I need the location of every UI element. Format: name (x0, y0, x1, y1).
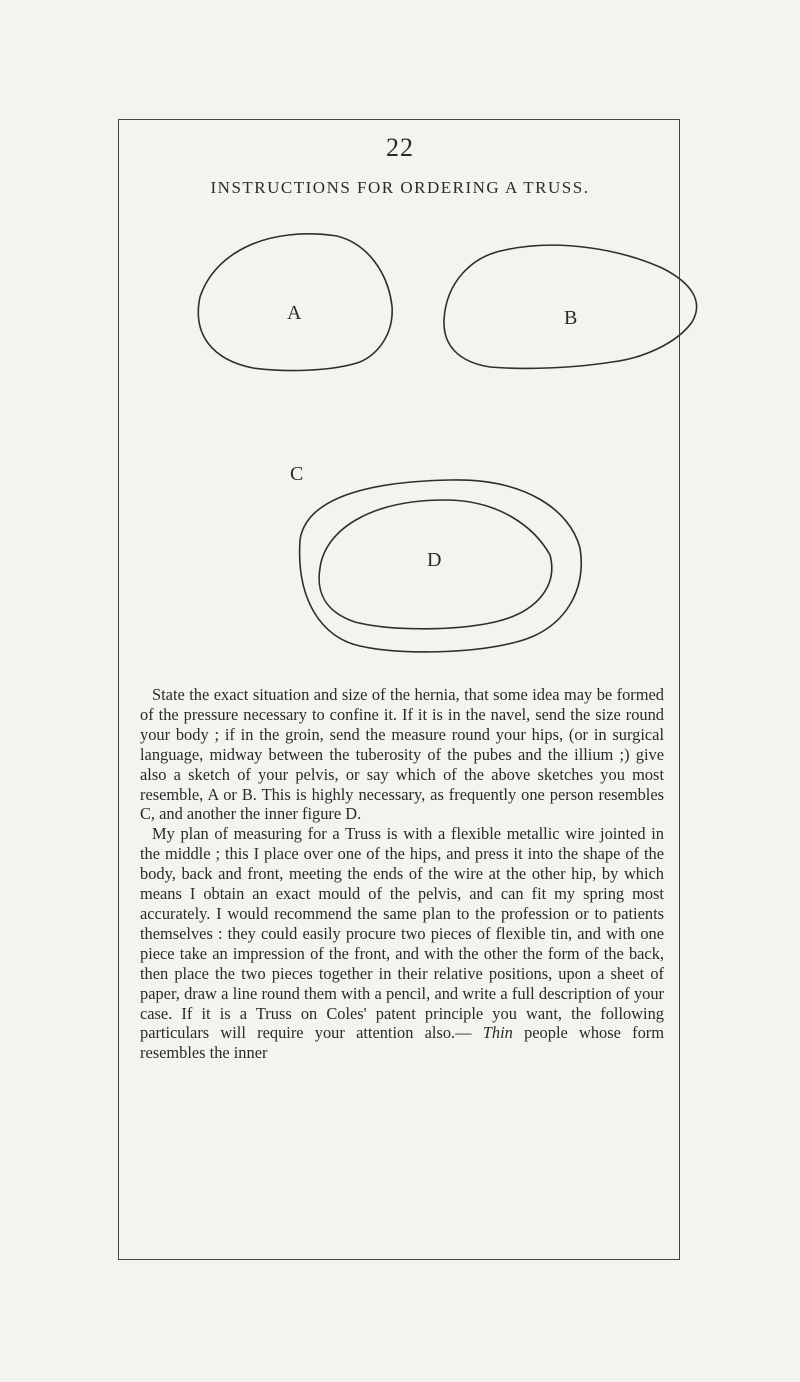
paragraph-measuring-plan-end: people whose form resembles the inner (140, 1023, 664, 1063)
bottom-rule (118, 1259, 680, 1260)
paragraph-measuring-plan-italic: Thin (482, 1023, 513, 1043)
paragraph-situation-size: State the exact situation and size of the hernia, that some idea may be formed of the pressure necessary to confine it. If it is in the navel, send the size round your body ; if in the groin, send the measure round your hips, (or in surgical language, midway between the tuberosity of the pubes and the illium ;) give also a sketch of your pelvis, or say which of the above sketches you most resemble, A or B. This is highly necessary, as frequently one person resembles C, and another the inner figure D. (140, 685, 664, 824)
figure-b-label: B (564, 307, 578, 329)
body-text (140, 685, 664, 1063)
figure-c-label: C (290, 463, 304, 485)
figure-d-label: D (427, 549, 442, 571)
running-head: INSTRUCTIONS FOR ORDERING A TRUSS. (210, 178, 590, 197)
page-number: 22 (386, 133, 414, 162)
paragraph-measuring-plan-start: My plan of measuring for a Truss is with a flexible metallic wire jointed in the middle ; this I place over one of the hips, and press it into the shape of the body, back and front, meeting the ends of the wire at the other hip, by which means I obtain an exact mould of the pelvis, and can fit my spring most accurately. I would recommend the same plan to the profession or to patients themselves : they could easily procure two pieces of flexible tin, and with one piece take an impression of the front, and with the other the form of the back, then place the two pieces together in their relative positions, upon a sheet of paper, draw a line round them with a pencil, and write a full description of your case. If it is a Truss on Coles' patent principle you want, the following particulars will require your attention also.— (140, 824, 664, 1043)
paragraph-measuring-plan (140, 824, 664, 1063)
figure-a-label: A (287, 302, 302, 324)
